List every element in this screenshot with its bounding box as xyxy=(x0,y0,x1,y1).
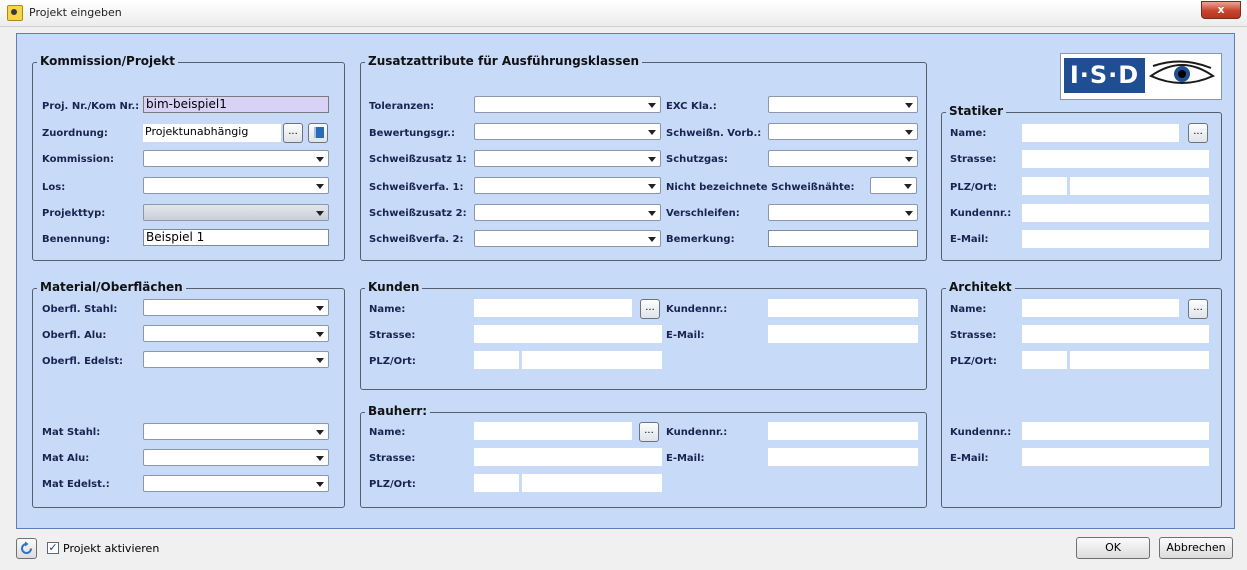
bauherr-name-input[interactable] xyxy=(474,422,632,440)
label-toleranzen: Toleranzen: xyxy=(369,101,435,112)
kommission-select[interactable] xyxy=(143,150,329,167)
label-kunden-email: E-Mail: xyxy=(666,330,705,341)
architekt-kundennr-input[interactable] xyxy=(1022,422,1209,440)
chevron-down-icon xyxy=(648,211,656,216)
schutzgas-select[interactable] xyxy=(768,150,918,167)
chevron-down-icon xyxy=(316,184,324,189)
statiker-email-input[interactable] xyxy=(1022,230,1209,248)
chevron-down-icon xyxy=(905,157,913,162)
oberfl-edelst-select[interactable] xyxy=(143,351,329,368)
zuordnung-browse-button[interactable]: ... xyxy=(283,123,303,143)
bauherr-email-input[interactable] xyxy=(768,448,918,466)
label-architekt-email: E-Mail: xyxy=(950,453,989,464)
ok-button[interactable]: OK xyxy=(1076,537,1150,559)
label-bauherr-strasse: Strasse: xyxy=(369,453,416,464)
statiker-kundennr-input[interactable] xyxy=(1022,204,1209,222)
schweisszusatz2-select[interactable] xyxy=(474,204,661,221)
mat-edelst-select[interactable] xyxy=(143,475,329,492)
label-bauherr-email: E-Mail: xyxy=(666,453,705,464)
schweisszusatz1-select[interactable] xyxy=(474,150,661,167)
chevron-down-icon xyxy=(905,130,913,135)
label-statiker-email: E-Mail: xyxy=(950,234,989,245)
label-mat-stahl: Mat Stahl: xyxy=(42,427,101,438)
chevron-down-icon xyxy=(316,482,324,487)
label-kommission: Kommission: xyxy=(42,154,115,165)
mat-stahl-select[interactable] xyxy=(143,423,329,440)
label-statiker-name: Name: xyxy=(950,128,987,139)
statiker-plz-input[interactable] xyxy=(1022,177,1067,195)
refresh-button[interactable] xyxy=(16,538,37,559)
label-kunden-plz: PLZ/Ort: xyxy=(369,356,416,367)
statiker-strasse-input[interactable] xyxy=(1022,150,1209,168)
group-title-statiker: Statiker xyxy=(946,104,1006,118)
bauherr-strasse-input[interactable] xyxy=(474,448,662,466)
label-verschleifen: Verschleifen: xyxy=(666,208,740,219)
refresh-icon xyxy=(19,541,34,556)
label-schutzgas: Schutzgas: xyxy=(666,154,728,165)
close-button[interactable]: x xyxy=(1201,1,1241,19)
chevron-down-icon xyxy=(648,157,656,162)
label-architekt-plz: PLZ/Ort: xyxy=(950,356,997,367)
architekt-email-input[interactable] xyxy=(1022,448,1209,466)
los-select[interactable] xyxy=(143,177,329,194)
group-title-zusatz: Zusatzattribute für Ausführungsklassen xyxy=(365,54,642,68)
label-kunden-strasse: Strasse: xyxy=(369,330,416,341)
label-kunden-name: Name: xyxy=(369,304,406,315)
label-schweisszusatz2: Schweißzusatz 2: xyxy=(369,208,467,219)
label-proj-nr: Proj. Nr./Kom Nr.: xyxy=(42,101,140,112)
window-title: Projekt eingeben xyxy=(29,6,122,19)
architekt-browse-button[interactable]: ... xyxy=(1188,299,1208,319)
group-title-kommission: Kommission/Projekt xyxy=(37,54,178,68)
label-bewertungsgr: Bewertungsgr.: xyxy=(369,128,455,139)
label-bauherr-kundennr: Kundennr.: xyxy=(666,427,728,438)
proj-nr-input[interactable]: bim-beispiel1 xyxy=(143,96,329,113)
schweissverfa2-select[interactable] xyxy=(474,230,661,247)
label-benennung: Benennung: xyxy=(42,234,110,245)
label-los: Los: xyxy=(42,182,66,193)
statiker-ort-input[interactable] xyxy=(1070,177,1209,195)
label-schweissverfa1: Schweißverfa. 1: xyxy=(369,182,464,193)
bauherr-ort-input[interactable] xyxy=(522,474,662,492)
label-zuordnung: Zuordnung: xyxy=(42,128,108,139)
label-statiker-plz: PLZ/Ort: xyxy=(950,182,997,193)
kunden-ort-input[interactable] xyxy=(522,351,662,369)
kunden-plz-input[interactable] xyxy=(474,351,519,369)
toleranzen-select[interactable] xyxy=(474,96,661,113)
bauherr-kundennr-input[interactable] xyxy=(768,422,918,440)
zuordnung-field[interactable]: Projektunabhängig xyxy=(143,124,281,142)
label-bemerkung: Bemerkung: xyxy=(666,234,735,245)
kunden-kundennr-input[interactable] xyxy=(768,299,918,317)
chevron-down-icon xyxy=(648,103,656,108)
kunden-browse-button[interactable]: ... xyxy=(640,299,660,319)
chevron-down-icon xyxy=(316,332,324,337)
label-mat-edelst: Mat Edelst.: xyxy=(42,479,110,490)
nicht-bezeichnete-select[interactable] xyxy=(870,177,917,194)
logo-text: I·S·D xyxy=(1064,58,1145,93)
chevron-down-icon xyxy=(316,306,324,311)
schweissn-vorb-select[interactable] xyxy=(768,123,918,140)
chevron-down-icon xyxy=(905,211,913,216)
book-icon[interactable] xyxy=(308,123,328,143)
architekt-name-input[interactable] xyxy=(1022,299,1179,317)
label-schweisszusatz1: Schweißzusatz 1: xyxy=(369,154,467,165)
eye-icon xyxy=(1149,60,1215,90)
mat-alu-select[interactable] xyxy=(143,449,329,466)
label-oberfl-edelst: Oberfl. Edelst: xyxy=(42,356,123,367)
chevron-down-icon xyxy=(316,430,324,435)
chevron-down-icon xyxy=(648,130,656,135)
kunden-strasse-input[interactable] xyxy=(474,325,662,343)
bauherr-plz-input[interactable] xyxy=(474,474,519,492)
label-architekt-name: Name: xyxy=(950,304,987,315)
projekt-aktivieren-label: Projekt aktivieren xyxy=(63,542,160,555)
architekt-plz-input[interactable] xyxy=(1022,351,1067,369)
label-bauherr-plz: PLZ/Ort: xyxy=(369,479,416,490)
kunden-name-input[interactable] xyxy=(474,299,632,317)
chevron-down-icon xyxy=(316,358,324,363)
title-bar xyxy=(0,0,1247,27)
group-title-material: Material/Oberflächen xyxy=(37,280,186,294)
chevron-down-icon xyxy=(316,211,324,216)
bewertungsgr-select[interactable] xyxy=(474,123,661,140)
projekt-aktivieren-checkbox[interactable]: ✓ xyxy=(48,541,58,554)
exc-kla-select[interactable] xyxy=(768,96,918,113)
oberfl-stahl-select[interactable] xyxy=(143,299,329,316)
label-exc-kla: EXC Kla.: xyxy=(666,101,717,112)
label-architekt-kundennr: Kundennr.: xyxy=(950,427,1012,438)
architekt-strasse-input[interactable] xyxy=(1022,325,1209,343)
label-schweissn-vorb: Schweißn. Vorb.: xyxy=(666,128,762,139)
label-statiker-strasse: Strasse: xyxy=(950,154,997,165)
chevron-down-icon xyxy=(648,184,656,189)
label-statiker-kundennr: Kundennr.: xyxy=(950,208,1012,219)
statiker-browse-button[interactable]: ... xyxy=(1188,123,1208,143)
chevron-down-icon xyxy=(905,103,913,108)
group-title-architekt: Architekt xyxy=(946,280,1015,294)
statiker-name-input[interactable] xyxy=(1022,124,1179,142)
label-nicht-bezeichnete: Nicht bezeichnete Schweißnähte: xyxy=(666,182,855,193)
verschleifen-select[interactable] xyxy=(768,204,918,221)
kunden-email-input[interactable] xyxy=(768,325,918,343)
app-icon xyxy=(7,5,23,21)
label-oberfl-alu: Oberfl. Alu: xyxy=(42,330,107,341)
architekt-ort-input[interactable] xyxy=(1070,351,1209,369)
label-oberfl-stahl: Oberfl. Stahl: xyxy=(42,304,118,315)
projekttyp-select[interactable] xyxy=(143,204,329,221)
label-mat-alu: Mat Alu: xyxy=(42,453,90,464)
chevron-down-icon xyxy=(316,157,324,162)
schweissverfa1-select[interactable] xyxy=(474,177,661,194)
group-title-bauherr: Bauherr: xyxy=(365,404,430,418)
group-architekt xyxy=(941,280,1222,508)
label-architekt-strasse: Strasse: xyxy=(950,330,997,341)
bemerkung-input[interactable] xyxy=(768,230,918,247)
benennung-input[interactable]: Beispiel 1 xyxy=(143,229,329,246)
isd-logo xyxy=(1060,53,1222,100)
chevron-down-icon xyxy=(316,456,324,461)
abbrechen-button[interactable]: Abbrechen xyxy=(1159,537,1233,559)
label-bauherr-name: Name: xyxy=(369,427,406,438)
chevron-down-icon xyxy=(904,184,912,189)
oberfl-alu-select[interactable] xyxy=(143,325,329,342)
chevron-down-icon xyxy=(648,237,656,242)
label-kunden-kundennr: Kundennr.: xyxy=(666,304,728,315)
label-schweissverfa2: Schweißverfa. 2: xyxy=(369,234,464,245)
bauherr-browse-button[interactable]: ... xyxy=(639,422,659,442)
group-title-kunden: Kunden xyxy=(365,280,422,294)
label-projekttyp: Projekttyp: xyxy=(42,208,106,219)
